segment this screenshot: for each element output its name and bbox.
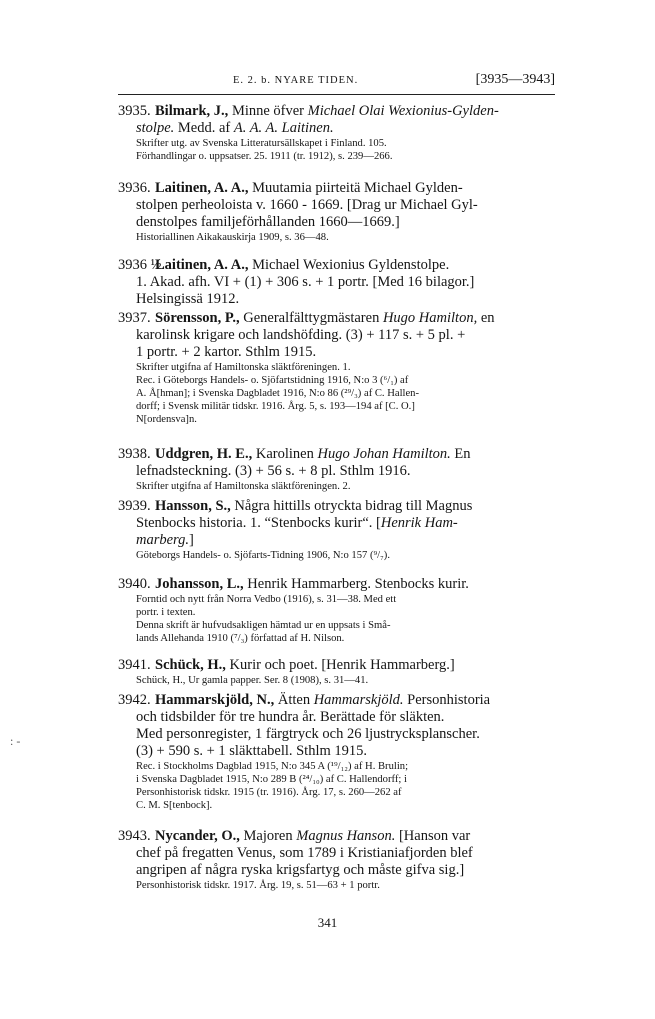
note-text: Göteborgs Handels- o. Sjöfarts-Tidning 1906, N:o 157 (⁹/₇). [136, 550, 390, 561]
entry-heading-line [118, 257, 558, 274]
entry-number: 3940. [118, 576, 151, 592]
entry-text-line [118, 197, 558, 214]
entry-note-line [118, 773, 558, 786]
entry-italic-title: Hammarskjöld. [313, 692, 404, 708]
bibliography-entry [118, 310, 558, 426]
entry-italic-title: marberg. [136, 532, 190, 548]
bibliography-entry [118, 576, 558, 645]
entry-author: Bilmark, J., [155, 103, 229, 119]
entry-text: (3) + 590 s. + 1 släkttabell. Sthlm 1915. [136, 743, 368, 759]
entry-number: 3942. [118, 692, 151, 708]
entry-italic-title: Hugo Johan Hamilton. [317, 446, 451, 462]
entry-author: Nycander, O., [155, 828, 240, 844]
note-text: Rec. i Göteborgs Handels- o. Sjöfartstidning 1916, N:o 3 (⁶/₁) af [136, 375, 409, 386]
entry-text: Med personregister, 1 färgtryck och 26 ljustrycksplanscher. [136, 726, 480, 742]
entry-note-line [118, 549, 558, 562]
entry-text: Medd. af [174, 120, 234, 136]
entry-italic-title: Michael Olai Wexionius-Gylden- [307, 103, 499, 119]
entry-note-line [118, 786, 558, 799]
entry-text: Generalfälttygmästaren [239, 310, 383, 326]
entry-text-line [118, 463, 558, 480]
note-text: Forntid och nytt från Norra Vedbo (1916), s. 31—38. Med ett [136, 594, 397, 605]
entry-note-line [118, 413, 558, 426]
note-text: portr. i texten. [136, 607, 196, 618]
bibliography-entry [118, 446, 558, 493]
running-head-entry-range: [3935—3943] [475, 72, 555, 87]
entry-note-line [118, 137, 558, 150]
entry-note-line [118, 799, 558, 812]
entry-note-line [118, 593, 558, 606]
entry-text: en [477, 310, 495, 326]
entry-author: Laitinen, A. A., [155, 257, 249, 273]
margin-mark: : - [10, 734, 21, 748]
entry-text-line [118, 214, 558, 231]
note-text: Rec. i Stockholms Dagblad 1915, N:o 345 A (¹⁹/₁₂) af H. Brulin; [136, 761, 409, 772]
entry-text: Ätten [274, 692, 314, 708]
entry-author: Johansson, L., [155, 576, 244, 592]
note-text: lands Allehanda 1910 (⁷/₃) författad af H. Nilson. [136, 633, 345, 644]
entry-number: 3935. [118, 103, 151, 119]
note-text: Schück, H., Ur gamla papper. Ser. 8 (1908), s. 31—41. [136, 675, 369, 686]
entry-text: Majoren [239, 828, 297, 844]
entry-heading-line [118, 657, 558, 674]
entry-number: 3943. [118, 828, 151, 844]
entry-heading-line [118, 310, 558, 327]
bibliography-entry [118, 692, 558, 812]
bibliography-entry [118, 103, 558, 163]
entry-number: 3936 ½. [118, 257, 166, 273]
entry-note-line [118, 760, 558, 773]
entry-heading-line [118, 446, 558, 463]
entry-note-line [118, 619, 558, 632]
entry-text-line [118, 862, 558, 879]
note-text: dorff; i Svensk militär tidskr. 1916. Årg. 5, s. 193—194 af [C. O.] [136, 401, 415, 412]
running-head [118, 72, 555, 93]
bibliography-entry [118, 828, 558, 892]
entry-text-line [118, 327, 558, 344]
entry-number: 3938. [118, 446, 151, 462]
entry-text: 1 portr. + 2 kartor. Sthlm 1915. [136, 344, 317, 360]
entry-text-line [118, 515, 558, 532]
note-text: Förhandlingar o. uppsatser. 25. 1911 (tr. 1912), s. 239—266. [136, 151, 393, 162]
entry-text: Kurir och poet. [Henrik Hammarberg.] [225, 657, 455, 673]
entry-note-line [118, 674, 558, 687]
note-text: Skrifter utg. av Svenska Litteratursällskapet i Finland. 105. [136, 138, 387, 149]
header-rule [118, 94, 555, 95]
entry-note-line [118, 879, 558, 892]
entry-text: karolinsk krigare och landshöfding. (3) + 117 s. + 5 pl. + [136, 327, 466, 343]
bibliography-entry [118, 498, 558, 562]
note-text: Personhistorisk tidskr. 1915 (tr. 1916). Årg. 17, s. 260—262 af [136, 787, 402, 798]
note-text: N[ordensva]n. [136, 414, 197, 425]
entry-text: och tidsbilder för tre hundra år. Berättade för släkten. [136, 709, 445, 725]
note-text: C. M. S[tenbock]. [136, 800, 213, 811]
entry-text-line [118, 709, 558, 726]
note-text: Skrifter utgifna af Hamiltonska släktföreningen. 1. [136, 362, 351, 373]
entry-note-line [118, 361, 558, 374]
entry-note-line [118, 480, 558, 493]
entry-text: Några hittills otryckta bidrag till Magnus [230, 498, 473, 514]
entry-italic-title: Henrik Ham- [380, 515, 458, 531]
entry-heading-line [118, 692, 558, 709]
running-head-title: E. 2. b. NYARE TIDEN. [233, 75, 359, 86]
entry-author: Hansson, S., [155, 498, 231, 514]
bibliography-entry [118, 257, 558, 308]
note-text: Historiallinen Aikakauskirja 1909, s. 36—48. [136, 232, 329, 243]
entry-heading-line [118, 498, 558, 515]
entry-note-line [118, 400, 558, 413]
entry-note-line [118, 606, 558, 619]
entry-italic-name: A. A. A. Laitinen. [233, 120, 334, 136]
entry-text-line [118, 726, 558, 743]
entry-text: chef på fregatten Venus, som 1789 i Kristianiafjorden blef [136, 845, 473, 861]
entry-text-line [118, 845, 558, 862]
entry-text-line [118, 274, 558, 291]
entry-text: 1. Akad. afh. VI + (1) + 306 s. + 1 portr. [Med 16 bilagor.] [136, 274, 475, 290]
entry-author: Sörensson, P., [155, 310, 240, 326]
entry-author: Laitinen, A. A., [155, 180, 249, 196]
entry-heading-line [118, 103, 558, 120]
entry-text: Helsingissä 1912. [136, 291, 240, 307]
entry-italic-title: stolpe. [136, 120, 175, 136]
entry-text: En [450, 446, 471, 462]
entry-text: Henrik Hammarberg. Stenbocks kurir. [243, 576, 469, 592]
note-text: A. Å[hman]; i Svenska Dagbladet 1916, N:o 86 (²⁹/₃) af C. Hallen- [136, 388, 419, 399]
entry-text: stolpen perheoloista v. 1660 - 1669. [Drag ur Michael Gyl- [136, 197, 478, 213]
entry-number: 3936. [118, 180, 151, 196]
entry-author: Uddgren, H. E., [155, 446, 253, 462]
bibliography-entry [118, 180, 558, 244]
entry-text: angripen af några ryska krigsfartyg och måste gifva sig.] [136, 862, 465, 878]
entry-text-line [118, 120, 558, 137]
note-text: i Svenska Dagbladet 1915, N:o 289 B (²⁴/₁₀) af C. Hallendorff; i [136, 774, 407, 785]
page-number: 341 [317, 915, 338, 930]
entry-text-line [118, 532, 558, 549]
entry-text: Karolinen [252, 446, 318, 462]
entry-text: Muutamia piirteitä Michael Gylden- [248, 180, 463, 196]
entry-text-line [118, 344, 558, 361]
entry-note-line [118, 150, 558, 163]
entry-text: [Hanson var [395, 828, 471, 844]
entry-number: 3939. [118, 498, 151, 514]
entry-number: 3937. [118, 310, 151, 326]
entry-note-line [118, 231, 558, 244]
entry-heading-line [118, 576, 558, 593]
note-text: Skrifter utgifna af Hamiltonska släktföreningen. 2. [136, 481, 351, 492]
entry-text: Minne öfver [228, 103, 308, 119]
entry-italic-title: Hugo Hamilton, [382, 310, 478, 326]
entry-text: denstolpes familjeförhållanden 1660—1669.] [136, 214, 400, 230]
note-text: Denna skrift är hufvudsakligen hämtad ur en uppsats i Små- [136, 620, 391, 631]
bibliography-entry [118, 657, 558, 687]
entry-text: Personhistoria [403, 692, 491, 708]
entry-text: ] [189, 532, 194, 548]
entry-author: Hammarskjöld, N., [155, 692, 275, 708]
entry-text: Michael Wexionius Gyldenstolpe. [248, 257, 450, 273]
entry-text-line [118, 291, 558, 308]
entry-text-line [118, 743, 558, 760]
entry-heading-line [118, 180, 558, 197]
entry-text: Stenbocks historia. 1. “Stenbocks kurir“. [ [136, 515, 381, 531]
entry-author: Schück, H., [155, 657, 226, 673]
entry-note-line [118, 387, 558, 400]
entry-number: 3941. [118, 657, 151, 673]
entry-note-line [118, 374, 558, 387]
entry-heading-line [118, 828, 558, 845]
entry-italic-title: Magnus Hanson. [296, 828, 396, 844]
entry-note-line [118, 632, 558, 645]
note-text: Personhistorisk tidskr. 1917. Årg. 19, s. 51—63 + 1 portr. [136, 880, 380, 891]
entry-text: lefnadsteckning. (3) + 56 s. + 8 pl. Sthlm 1916. [136, 463, 411, 479]
